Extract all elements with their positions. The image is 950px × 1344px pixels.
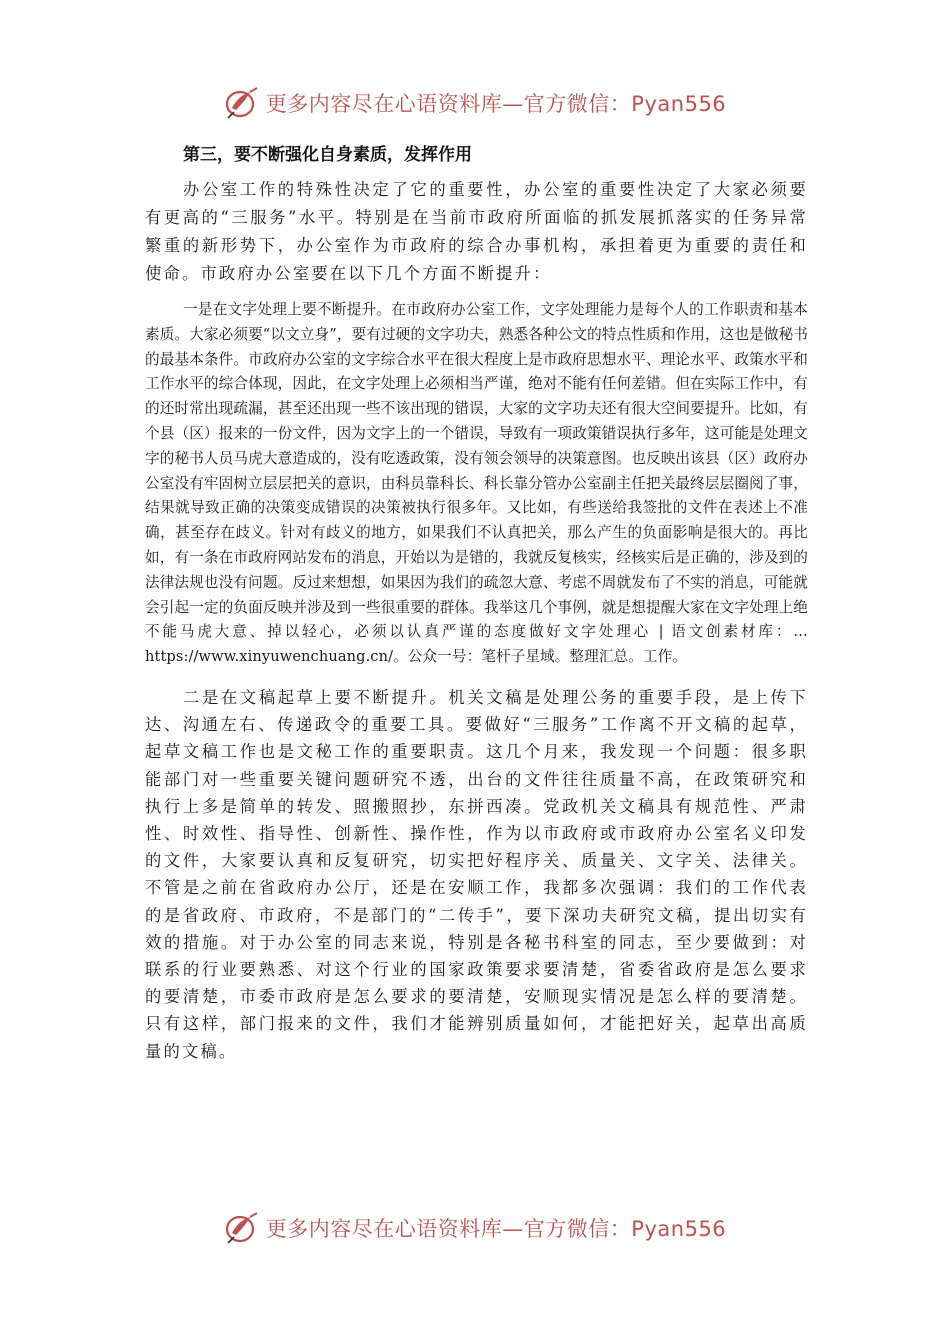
footer-banner [0,1211,950,1245]
paragraph-text-processing: 一是在文字处理上要不断提升。在市政府办公室工作，文字处理能力是每个人的工作职责和基本素质。大家必须要“以文立身”，要有过硬的文字功夫，熟悉各种公文的特点性质和作用，这也是做秘书的最基本条件。市政府办公室的文字综合水平在很大程度上是市政府思想水平、理论水平、政策水平和工作水平的综合体现，因此，在文字处理上必须相当严谨，绝对不能有任何差错。但在实际工作中，有的还时常出现疏漏，甚至还出现一些不该出现的错误，大家的文字功夫还有很大空间要提升。比如，有个县（区）报来的一份文件，因为文字上的一个错误，导致有一项政策错误执行多年，这可能是处理文字的秘书人员马虎大意造成的，没有吃透政策，没有领会领导的决策意图。也反映出该县（区）政府办公室没有牢固树立层层把关的意识，由科员靠科长、科长靠分管办公室副主任把关最终层层圈阅了事，结果就导致正确的决策变成错误的决策被执行很多年。又比如，有些送给我签批的文件在表述上不准确，甚至存在歧义。针对有歧义的地方，如果我们不认真把关，那么产生的负面影响是很大的。再比如，有一条在市政府网站发布的消息，开始以为是错的，我就反复核实，经核实后是正确的，涉及到的法律法规也没有问题。反过来想想，如果因为我们的疏忽大意、考虑不周就发布了不实的消息，可能就会引起一定的负面反映并涉及到一些很重要的群体。我举这几个事例，就是想提醒大家在文字处理上绝不能马虎大意、掉以轻心，必须以认真严谨的态度做好文字处理心 | 语文创素材库：…https://www.xinyuwenchuang.cn/。公众一号：笔杆子星域。整理汇总。工作。 [145,301,808,666]
document-body [145,140,808,1065]
section-heading: 第三，要不断强化自身素质，发挥作用 [183,145,472,165]
pen-logo-icon [224,86,260,120]
pen-logo-icon [224,1211,260,1245]
paragraph-drafting: 二是在文稿起草上要不断提升。机关文稿是处理公务的重要手段，是上传下达、沟通左右、传递政令的重要工具。要做好“三服务”工作离不开文稿的起草，起草文稿工作也是文秘工作的重要职责。这几个月来，我发现一个问题：很多职能部门对一些重要关键问题研究不透，出台的文件往往质量不高，在政策研究和执行上多是简单的转发、照搬照抄，东拼西凑。党政机关文稿具有规范性、严肃性、时效性、指导性、创新性、操作性，作为以市政府或市政府办公室名义印发的文件，大家要认真和反复研究，切实把好程序关、质量关、文字关、法律关。不管是之前在省政府办公厅，还是在安顺工作，我都多次强调：我们的工作代表的是省政府、市政府，不是部门的“二传手”，要下深功夫研究文稿，提出切实有效的措施。对于办公室的同志来说，特别是各秘书科室的同志，至少要做到：对联系的行业要熟悉、对这个行业的国家政策要求要清楚，省委省政府是怎么要求的要清楚，市委市政府是怎么要求的要清楚，安顺现实情况是怎么样的要清楚。只有这样，部门报来的文件，我们才能辨别质量如何，才能把好关，起草出高质量的文稿。 [145,687,808,1061]
header-banner [0,86,950,120]
banner-text: 更多内容尽在心语资料库—官方微信：Pyan556 [265,1217,727,1241]
banner-text: 更多内容尽在心语资料库—官方微信：Pyan556 [265,92,727,116]
paragraph-intro: 办公室工作的特殊性决定了它的重要性，办公室的重要性决定了大家必须要有更高的“三服务”水平。特别是在当前市政府所面临的抓发展抓落实的任务异常繁重的新形势下，办公室作为市政府的综合办事机构，承担着更为重要的责任和使命。市政府办公室要在以下几个方面不断提升： [145,180,808,283]
